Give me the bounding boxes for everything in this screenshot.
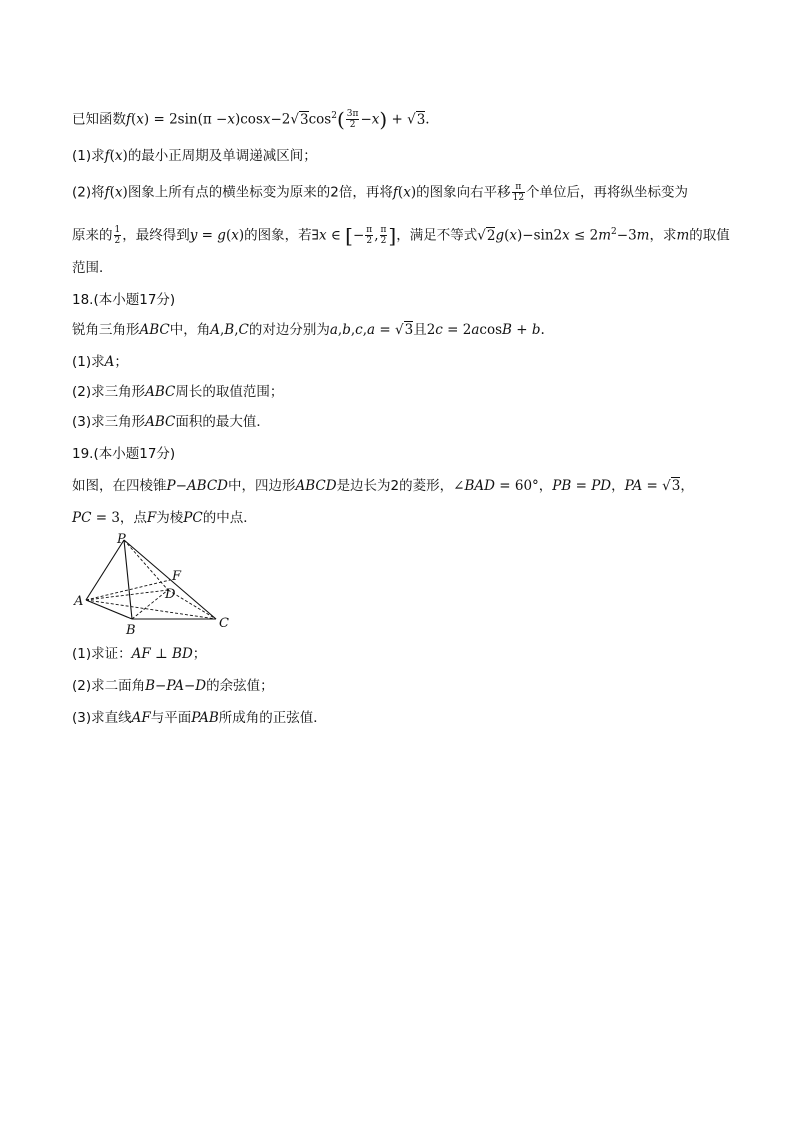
q17-part1: (1)求f(x)的最小正周期及单调递减区间； bbox=[72, 148, 317, 164]
edge-PA bbox=[86, 540, 124, 600]
q17-intro: 已知函数 bbox=[72, 111, 126, 128]
label-B: B bbox=[126, 623, 136, 638]
pyramid-figure bbox=[72, 532, 242, 640]
label-C: C bbox=[219, 616, 229, 631]
q18-part3: (3)求三角形ABC面积的最大值． bbox=[72, 414, 270, 430]
edge-BD bbox=[132, 590, 168, 619]
label-A: A bbox=[74, 594, 84, 609]
q18-header: 18.(本小题17分) bbox=[72, 292, 176, 308]
q19-stem-line2: PC = 3，点F为棱PC的中点． bbox=[72, 510, 257, 526]
label-F: F bbox=[172, 569, 182, 584]
q18-part2: (2)求三角形ABC周长的取值范围； bbox=[72, 384, 284, 400]
q18-stem: 锐角三角形ABC中，角A,B,C的对边分别为a,b,c,a = √3且2c = 2acosB + b. bbox=[72, 322, 545, 338]
q19-part2: (2)求二面角B−PA−D的余弦值； bbox=[72, 678, 274, 694]
label-P: P bbox=[117, 532, 126, 547]
q19-header: 19.(本小题17分) bbox=[72, 446, 176, 462]
q17-part2-line3: 范围． bbox=[72, 260, 113, 276]
label-D: D bbox=[165, 587, 176, 602]
edge-PB bbox=[124, 540, 132, 619]
q19-stem-line1: 如图，在四棱锥P−ABCD中，四边形ABCD是边长为2的菱形，∠BAD = 60°，PB = PD，PA = √3， bbox=[72, 478, 694, 494]
edge-AB bbox=[86, 600, 132, 619]
q17-part2-line1: (2)将f(x)图象上所有点的横坐标变为原来的2倍，再将f(x)的图象向右平移 $\frac{\pi}{12}$ 个单位后，再将纵坐标变为 bbox=[72, 182, 689, 203]
q17-part2-line2: 原来的 $\frac{1}{2}$ ，最终得到y = g(x)的图象，若∃x ∈ [− $\frac{\pi}{2}$ , $\frac{\pi}{2}$ ]，满足不等式$√2g(x)-\sin 2x \le 2m^2-3m$，求m的取值 bbox=[72, 223, 730, 248]
q17-function-line: 已知函数$f(x) = 2\sin(\pi -x)\cos x-2√3\cos^2$( $\frac{3\pi}{2}$ −x) + √3. bbox=[72, 107, 430, 132]
q19-part3: (3)求直线AF与平面PAB所成角的正弦值． bbox=[72, 710, 327, 726]
q17-function-def: f bbox=[126, 111, 131, 128]
q18-part1: (1)求A； bbox=[72, 354, 128, 370]
edge-AD bbox=[86, 590, 168, 600]
q19-part1: (1)求证：AF ⊥ BD； bbox=[72, 646, 207, 662]
